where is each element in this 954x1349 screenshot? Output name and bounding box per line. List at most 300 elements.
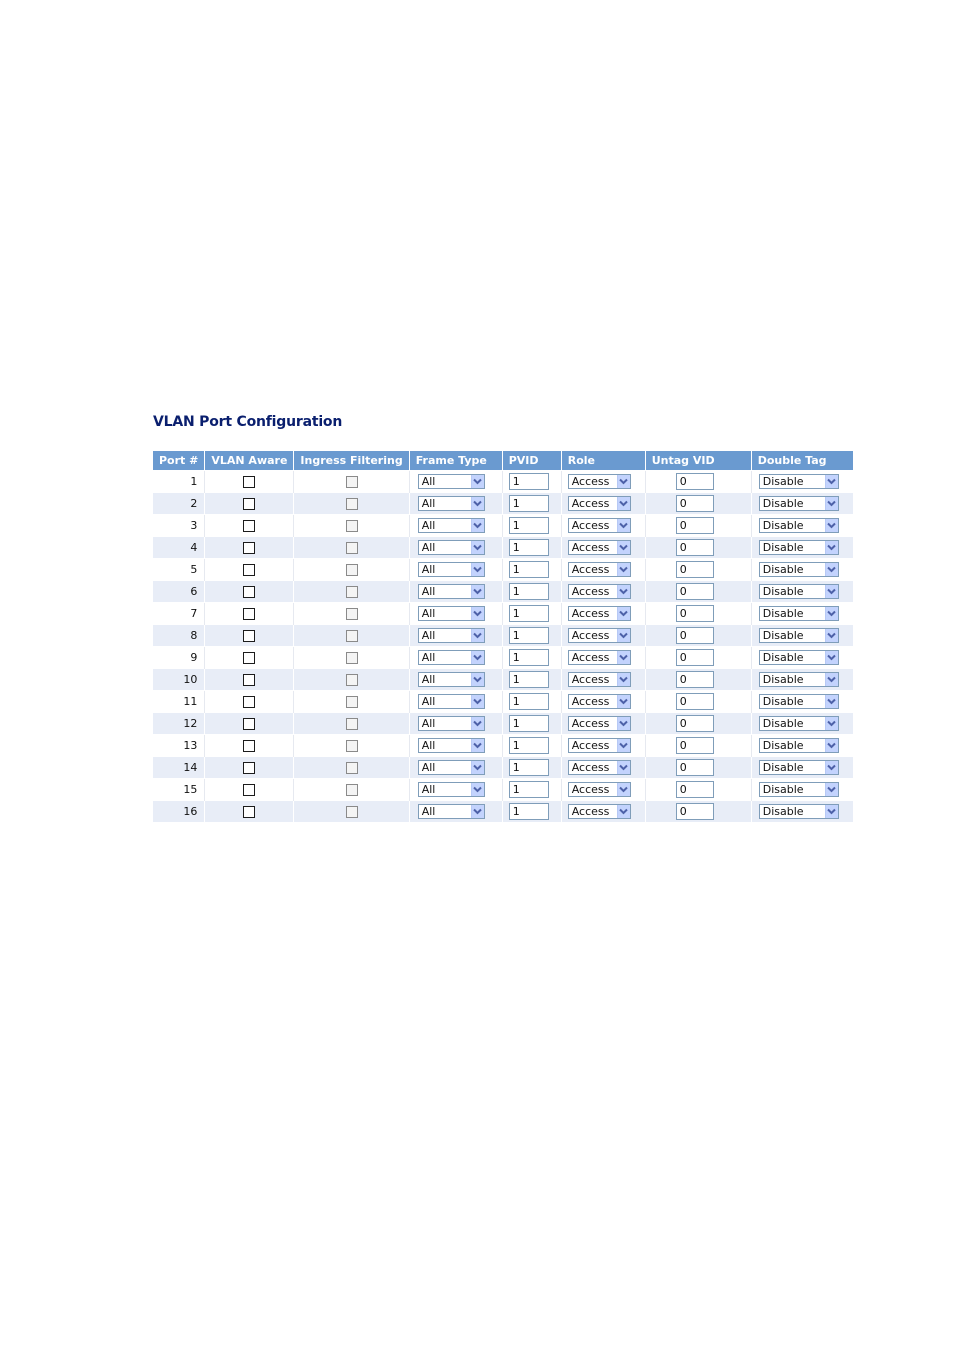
header-untag-vid: Untag VID bbox=[645, 451, 751, 471]
frame-type-select[interactable] bbox=[418, 694, 485, 709]
vlan-aware-checkbox[interactable] bbox=[243, 674, 255, 686]
header-frame-type: Frame Type bbox=[409, 451, 502, 471]
ingress-filtering-checkbox[interactable] bbox=[346, 476, 358, 488]
untag-vid-input[interactable]: 0 bbox=[676, 583, 714, 600]
untag-vid-cell bbox=[645, 515, 751, 537]
double-tag-value: Disable bbox=[762, 563, 804, 576]
ingress-filtering-checkbox[interactable] bbox=[346, 542, 358, 554]
ingress-filtering-checkbox[interactable] bbox=[346, 740, 358, 752]
pvid-input[interactable]: 1 bbox=[509, 715, 549, 732]
pvid-input[interactable]: 1 bbox=[509, 693, 549, 710]
pvid-input[interactable]: 1 bbox=[509, 561, 549, 578]
chevron-down-icon[interactable] bbox=[471, 475, 484, 488]
vlan-aware-cell bbox=[205, 603, 294, 625]
header-vlan-aware: VLAN Aware bbox=[205, 451, 294, 471]
chevron-down-icon[interactable] bbox=[825, 651, 838, 664]
ingress-filtering-cell bbox=[294, 537, 409, 559]
frame-type-cell bbox=[409, 559, 502, 581]
port-number: 6 bbox=[153, 581, 205, 603]
port-number: 8 bbox=[153, 625, 205, 647]
chevron-down-icon[interactable] bbox=[471, 783, 484, 796]
double-tag-select[interactable] bbox=[759, 760, 839, 775]
frame-type-select[interactable] bbox=[418, 628, 485, 643]
pvid-cell bbox=[502, 559, 561, 581]
frame-type-select[interactable] bbox=[418, 474, 485, 489]
role-select[interactable] bbox=[568, 628, 631, 643]
vlan-aware-checkbox[interactable] bbox=[243, 476, 255, 488]
table-row bbox=[153, 779, 853, 801]
untag-vid-cell bbox=[645, 493, 751, 515]
pvid-cell bbox=[502, 471, 561, 493]
frame-type-cell bbox=[409, 493, 502, 515]
role-select[interactable] bbox=[568, 650, 631, 665]
port-number: 7 bbox=[153, 603, 205, 625]
untag-vid-cell bbox=[645, 801, 751, 823]
frame-type-cell bbox=[409, 757, 502, 779]
pvid-input[interactable]: 1 bbox=[509, 737, 549, 754]
role-select[interactable] bbox=[568, 782, 631, 797]
vlan-aware-checkbox[interactable] bbox=[243, 498, 255, 510]
frame-type-select[interactable] bbox=[418, 782, 485, 797]
table-row bbox=[153, 537, 853, 559]
pvid-input[interactable]: 1 bbox=[509, 517, 549, 534]
vlan-aware-cell bbox=[205, 493, 294, 515]
ingress-filtering-cell bbox=[294, 691, 409, 713]
chevron-down-icon[interactable] bbox=[825, 585, 838, 598]
untag-vid-input[interactable]: 0 bbox=[676, 605, 714, 622]
ingress-filtering-checkbox[interactable] bbox=[346, 652, 358, 664]
role-cell bbox=[561, 493, 645, 515]
ingress-filtering-cell bbox=[294, 515, 409, 537]
chevron-down-icon[interactable] bbox=[825, 629, 838, 642]
pvid-input[interactable]: 1 bbox=[509, 605, 549, 622]
port-number: 3 bbox=[153, 515, 205, 537]
vlan-aware-checkbox[interactable] bbox=[243, 542, 255, 554]
chevron-down-icon[interactable] bbox=[471, 739, 484, 752]
chevron-down-icon[interactable] bbox=[617, 695, 630, 708]
table-row bbox=[153, 471, 853, 493]
frame-type-select[interactable] bbox=[418, 738, 485, 753]
double-tag-cell bbox=[751, 735, 853, 757]
pvid-input[interactable]: 1 bbox=[509, 627, 549, 644]
chevron-down-icon[interactable] bbox=[471, 585, 484, 598]
chevron-down-icon[interactable] bbox=[471, 673, 484, 686]
untag-vid-input[interactable]: 0 bbox=[676, 561, 714, 578]
vlan-aware-checkbox[interactable] bbox=[243, 608, 255, 620]
double-tag-select[interactable] bbox=[759, 496, 839, 511]
vlan-aware-checkbox[interactable] bbox=[243, 520, 255, 532]
pvid-input[interactable]: 1 bbox=[509, 583, 549, 600]
frame-type-value: All bbox=[421, 497, 436, 510]
ingress-filtering-cell bbox=[294, 735, 409, 757]
table-row bbox=[153, 603, 853, 625]
chevron-down-icon[interactable] bbox=[471, 695, 484, 708]
frame-type-select[interactable] bbox=[418, 650, 485, 665]
frame-type-cell bbox=[409, 515, 502, 537]
double-tag-select[interactable] bbox=[759, 540, 839, 555]
chevron-down-icon[interactable] bbox=[617, 475, 630, 488]
pvid-input[interactable]: 1 bbox=[509, 539, 549, 556]
role-cell bbox=[561, 625, 645, 647]
table-row bbox=[153, 493, 853, 515]
chevron-down-icon[interactable] bbox=[617, 805, 630, 818]
frame-type-value: All bbox=[421, 475, 436, 488]
table-row bbox=[153, 691, 853, 713]
pvid-cell bbox=[502, 713, 561, 735]
ingress-filtering-checkbox[interactable] bbox=[346, 630, 358, 642]
chevron-down-icon[interactable] bbox=[617, 717, 630, 730]
ingress-filtering-checkbox[interactable] bbox=[346, 564, 358, 576]
chevron-down-icon[interactable] bbox=[471, 651, 484, 664]
table-row bbox=[153, 647, 853, 669]
frame-type-cell bbox=[409, 669, 502, 691]
chevron-down-icon[interactable] bbox=[825, 541, 838, 554]
ingress-filtering-cell bbox=[294, 471, 409, 493]
role-select[interactable] bbox=[568, 760, 631, 775]
chevron-down-icon[interactable] bbox=[617, 541, 630, 554]
role-value: Access bbox=[571, 695, 610, 708]
ingress-filtering-checkbox[interactable] bbox=[346, 784, 358, 796]
frame-type-select[interactable] bbox=[418, 606, 485, 621]
double-tag-select[interactable] bbox=[759, 606, 839, 621]
untag-vid-input[interactable]: 0 bbox=[676, 781, 714, 798]
chevron-down-icon[interactable] bbox=[471, 563, 484, 576]
table-row bbox=[153, 801, 853, 823]
chevron-down-icon[interactable] bbox=[617, 783, 630, 796]
frame-type-select[interactable] bbox=[418, 672, 485, 687]
pvid-cell bbox=[502, 647, 561, 669]
table-row bbox=[153, 669, 853, 691]
pvid-input[interactable]: 1 bbox=[509, 759, 549, 776]
port-number: 16 bbox=[153, 801, 205, 823]
frame-type-select[interactable] bbox=[418, 562, 485, 577]
double-tag-cell bbox=[751, 669, 853, 691]
role-select[interactable] bbox=[568, 496, 631, 511]
double-tag-cell bbox=[751, 625, 853, 647]
chevron-down-icon[interactable] bbox=[825, 563, 838, 576]
role-cell bbox=[561, 537, 645, 559]
pvid-cell bbox=[502, 603, 561, 625]
vlan-aware-checkbox[interactable] bbox=[243, 718, 255, 730]
untag-vid-cell bbox=[645, 779, 751, 801]
double-tag-cell bbox=[751, 779, 853, 801]
chevron-down-icon[interactable] bbox=[617, 497, 630, 510]
role-value: Access bbox=[571, 563, 610, 576]
header-port: Port # bbox=[153, 451, 205, 471]
role-select[interactable] bbox=[568, 672, 631, 687]
ingress-filtering-checkbox[interactable] bbox=[346, 762, 358, 774]
role-cell bbox=[561, 779, 645, 801]
role-cell bbox=[561, 515, 645, 537]
chevron-down-icon[interactable] bbox=[617, 761, 630, 774]
vlan-port-table bbox=[153, 451, 853, 822]
vlan-aware-cell bbox=[205, 647, 294, 669]
pvid-input[interactable]: 1 bbox=[509, 781, 549, 798]
chevron-down-icon[interactable] bbox=[825, 497, 838, 510]
ingress-filtering-checkbox[interactable] bbox=[346, 696, 358, 708]
chevron-down-icon[interactable] bbox=[825, 717, 838, 730]
double-tag-select[interactable] bbox=[759, 694, 839, 709]
ingress-filtering-cell bbox=[294, 647, 409, 669]
double-tag-select[interactable] bbox=[759, 628, 839, 643]
chevron-down-icon[interactable] bbox=[617, 563, 630, 576]
double-tag-value: Disable bbox=[762, 695, 804, 708]
untag-vid-cell bbox=[645, 625, 751, 647]
port-number: 11 bbox=[153, 691, 205, 713]
double-tag-select[interactable] bbox=[759, 562, 839, 577]
frame-type-cell bbox=[409, 625, 502, 647]
chevron-down-icon[interactable] bbox=[617, 739, 630, 752]
frame-type-value: All bbox=[421, 783, 436, 796]
ingress-filtering-cell bbox=[294, 757, 409, 779]
chevron-down-icon[interactable] bbox=[471, 629, 484, 642]
table-header-row bbox=[153, 451, 853, 471]
double-tag-select[interactable] bbox=[759, 474, 839, 489]
role-select[interactable] bbox=[568, 584, 631, 599]
untag-vid-input[interactable]: 0 bbox=[676, 715, 714, 732]
role-value: Access bbox=[571, 761, 610, 774]
port-number: 13 bbox=[153, 735, 205, 757]
role-value: Access bbox=[571, 607, 610, 620]
frame-type-select[interactable] bbox=[418, 716, 485, 731]
chevron-down-icon[interactable] bbox=[825, 761, 838, 774]
pvid-cell bbox=[502, 669, 561, 691]
double-tag-cell bbox=[751, 713, 853, 735]
table-row bbox=[153, 581, 853, 603]
frame-type-cell bbox=[409, 779, 502, 801]
frame-type-value: All bbox=[421, 519, 436, 532]
frame-type-value: All bbox=[421, 761, 436, 774]
pvid-cell bbox=[502, 625, 561, 647]
chevron-down-icon[interactable] bbox=[617, 607, 630, 620]
chevron-down-icon[interactable] bbox=[471, 607, 484, 620]
double-tag-value: Disable bbox=[762, 651, 804, 664]
vlan-aware-cell bbox=[205, 691, 294, 713]
double-tag-value: Disable bbox=[762, 629, 804, 642]
port-number: 14 bbox=[153, 757, 205, 779]
role-cell bbox=[561, 471, 645, 493]
vlan-aware-checkbox[interactable] bbox=[243, 652, 255, 664]
ingress-filtering-checkbox[interactable] bbox=[346, 806, 358, 818]
chevron-down-icon[interactable] bbox=[471, 761, 484, 774]
role-select[interactable] bbox=[568, 694, 631, 709]
pvid-input[interactable]: 1 bbox=[509, 495, 549, 512]
ingress-filtering-cell bbox=[294, 581, 409, 603]
table-row bbox=[153, 515, 853, 537]
chevron-down-icon[interactable] bbox=[617, 673, 630, 686]
ingress-filtering-checkbox[interactable] bbox=[346, 608, 358, 620]
table-row bbox=[153, 559, 853, 581]
chevron-down-icon[interactable] bbox=[825, 695, 838, 708]
untag-vid-input[interactable]: 0 bbox=[676, 671, 714, 688]
vlan-aware-checkbox[interactable] bbox=[243, 740, 255, 752]
vlan-aware-checkbox[interactable] bbox=[243, 784, 255, 796]
table-row bbox=[153, 757, 853, 779]
double-tag-cell bbox=[751, 647, 853, 669]
frame-type-value: All bbox=[421, 607, 436, 620]
role-value: Access bbox=[571, 805, 610, 818]
chevron-down-icon[interactable] bbox=[471, 805, 484, 818]
frame-type-value: All bbox=[421, 739, 436, 752]
double-tag-value: Disable bbox=[762, 783, 804, 796]
pvid-cell bbox=[502, 757, 561, 779]
double-tag-cell bbox=[751, 581, 853, 603]
chevron-down-icon[interactable] bbox=[471, 717, 484, 730]
untag-vid-input[interactable]: 0 bbox=[676, 759, 714, 776]
double-tag-select[interactable] bbox=[759, 518, 839, 533]
frame-type-select[interactable] bbox=[418, 540, 485, 555]
vlan-aware-cell bbox=[205, 471, 294, 493]
pvid-input[interactable]: 1 bbox=[509, 803, 549, 820]
untag-vid-input[interactable]: 0 bbox=[676, 495, 714, 512]
double-tag-value: Disable bbox=[762, 585, 804, 598]
pvid-cell bbox=[502, 493, 561, 515]
ingress-filtering-checkbox[interactable] bbox=[346, 674, 358, 686]
double-tag-value: Disable bbox=[762, 519, 804, 532]
role-cell bbox=[561, 603, 645, 625]
double-tag-value: Disable bbox=[762, 717, 804, 730]
chevron-down-icon[interactable] bbox=[825, 805, 838, 818]
pvid-cell bbox=[502, 581, 561, 603]
ingress-filtering-cell bbox=[294, 801, 409, 823]
role-select[interactable] bbox=[568, 606, 631, 621]
double-tag-select[interactable] bbox=[759, 804, 839, 819]
frame-type-value: All bbox=[421, 673, 436, 686]
role-cell bbox=[561, 581, 645, 603]
pvid-input[interactable]: 1 bbox=[509, 671, 549, 688]
role-select[interactable] bbox=[568, 540, 631, 555]
double-tag-cell bbox=[751, 515, 853, 537]
chevron-down-icon[interactable] bbox=[617, 651, 630, 664]
ingress-filtering-checkbox[interactable] bbox=[346, 498, 358, 510]
frame-type-select[interactable] bbox=[418, 760, 485, 775]
role-select[interactable] bbox=[568, 562, 631, 577]
vlan-aware-checkbox[interactable] bbox=[243, 586, 255, 598]
pvid-cell bbox=[502, 515, 561, 537]
double-tag-value: Disable bbox=[762, 475, 804, 488]
untag-vid-input[interactable]: 0 bbox=[676, 649, 714, 666]
untag-vid-cell bbox=[645, 735, 751, 757]
role-cell bbox=[561, 713, 645, 735]
chevron-down-icon[interactable] bbox=[825, 673, 838, 686]
table-row bbox=[153, 625, 853, 647]
vlan-aware-cell bbox=[205, 669, 294, 691]
untag-vid-input[interactable]: 0 bbox=[676, 693, 714, 710]
role-cell bbox=[561, 669, 645, 691]
role-select[interactable] bbox=[568, 738, 631, 753]
vlan-aware-checkbox[interactable] bbox=[243, 630, 255, 642]
frame-type-select[interactable] bbox=[418, 584, 485, 599]
ingress-filtering-cell bbox=[294, 779, 409, 801]
double-tag-cell bbox=[751, 537, 853, 559]
frame-type-select[interactable] bbox=[418, 804, 485, 819]
chevron-down-icon[interactable] bbox=[471, 497, 484, 510]
role-value: Access bbox=[571, 519, 610, 532]
pvid-input[interactable]: 1 bbox=[509, 473, 549, 490]
chevron-down-icon[interactable] bbox=[825, 739, 838, 752]
role-cell bbox=[561, 735, 645, 757]
double-tag-value: Disable bbox=[762, 805, 804, 818]
role-cell bbox=[561, 757, 645, 779]
ingress-filtering-checkbox[interactable] bbox=[346, 586, 358, 598]
page-title: VLAN Port Configuration bbox=[153, 414, 343, 430]
port-number: 15 bbox=[153, 779, 205, 801]
untag-vid-input[interactable]: 0 bbox=[676, 627, 714, 644]
pvid-cell bbox=[502, 691, 561, 713]
frame-type-select[interactable] bbox=[418, 496, 485, 511]
frame-type-select[interactable] bbox=[418, 518, 485, 533]
frame-type-cell bbox=[409, 691, 502, 713]
untag-vid-input[interactable]: 0 bbox=[676, 803, 714, 820]
role-value: Access bbox=[571, 739, 610, 752]
untag-vid-input[interactable]: 0 bbox=[676, 517, 714, 534]
chevron-down-icon[interactable] bbox=[617, 519, 630, 532]
untag-vid-cell bbox=[645, 713, 751, 735]
untag-vid-input[interactable]: 0 bbox=[676, 539, 714, 556]
frame-type-value: All bbox=[421, 695, 436, 708]
chevron-down-icon[interactable] bbox=[825, 783, 838, 796]
ingress-filtering-cell bbox=[294, 603, 409, 625]
ingress-filtering-cell bbox=[294, 625, 409, 647]
vlan-aware-checkbox[interactable] bbox=[243, 806, 255, 818]
chevron-down-icon[interactable] bbox=[471, 541, 484, 554]
vlan-aware-cell bbox=[205, 757, 294, 779]
double-tag-select[interactable] bbox=[759, 672, 839, 687]
untag-vid-input[interactable]: 0 bbox=[676, 737, 714, 754]
chevron-down-icon[interactable] bbox=[617, 585, 630, 598]
port-number: 2 bbox=[153, 493, 205, 515]
chevron-down-icon[interactable] bbox=[825, 475, 838, 488]
double-tag-cell bbox=[751, 603, 853, 625]
frame-type-cell bbox=[409, 735, 502, 757]
vlan-aware-cell bbox=[205, 779, 294, 801]
role-select[interactable] bbox=[568, 716, 631, 731]
chevron-down-icon[interactable] bbox=[825, 519, 838, 532]
ingress-filtering-checkbox[interactable] bbox=[346, 718, 358, 730]
role-select[interactable] bbox=[568, 804, 631, 819]
header-double-tag: Double Tag bbox=[751, 451, 853, 471]
vlan-aware-cell bbox=[205, 735, 294, 757]
double-tag-select[interactable] bbox=[759, 782, 839, 797]
ingress-filtering-cell bbox=[294, 559, 409, 581]
chevron-down-icon[interactable] bbox=[825, 607, 838, 620]
ingress-filtering-checkbox[interactable] bbox=[346, 520, 358, 532]
pvid-input[interactable]: 1 bbox=[509, 649, 549, 666]
double-tag-select[interactable] bbox=[759, 650, 839, 665]
untag-vid-cell bbox=[645, 581, 751, 603]
double-tag-select[interactable] bbox=[759, 738, 839, 753]
frame-type-cell bbox=[409, 713, 502, 735]
double-tag-select[interactable] bbox=[759, 716, 839, 731]
untag-vid-input[interactable]: 0 bbox=[676, 473, 714, 490]
vlan-aware-checkbox[interactable] bbox=[243, 564, 255, 576]
role-value: Access bbox=[571, 629, 610, 642]
double-tag-value: Disable bbox=[762, 541, 804, 554]
frame-type-cell bbox=[409, 603, 502, 625]
vlan-aware-checkbox[interactable] bbox=[243, 696, 255, 708]
role-value: Access bbox=[571, 541, 610, 554]
role-select[interactable] bbox=[568, 474, 631, 489]
ingress-filtering-cell bbox=[294, 493, 409, 515]
vlan-aware-checkbox[interactable] bbox=[243, 762, 255, 774]
chevron-down-icon[interactable] bbox=[471, 519, 484, 532]
role-select[interactable] bbox=[568, 518, 631, 533]
port-number: 5 bbox=[153, 559, 205, 581]
double-tag-select[interactable] bbox=[759, 584, 839, 599]
role-value: Access bbox=[571, 673, 610, 686]
chevron-down-icon[interactable] bbox=[617, 629, 630, 642]
frame-type-cell bbox=[409, 801, 502, 823]
